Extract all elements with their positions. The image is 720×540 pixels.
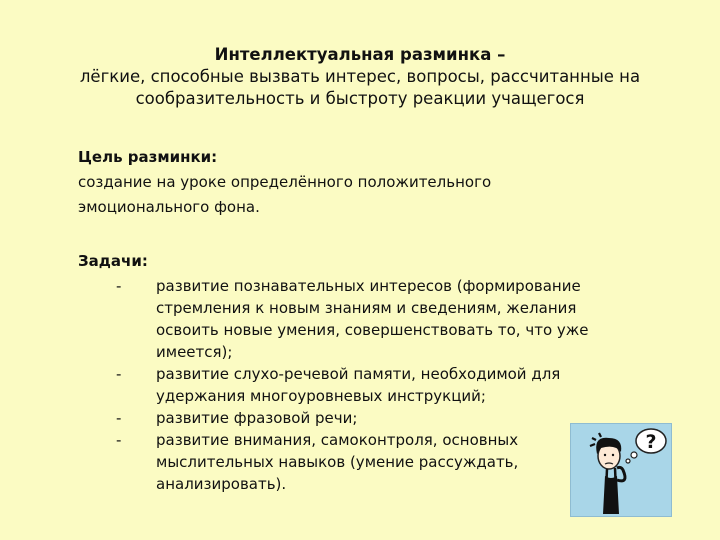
clipart-drawing	[571, 424, 671, 516]
bullet-dash: -	[116, 277, 122, 295]
bullet-dash: -	[116, 409, 122, 427]
task-item	[78, 429, 556, 495]
goal-text-line-1: создание на уроке определённого положительного	[78, 173, 492, 191]
task-item	[78, 407, 638, 429]
thinking-person-question-icon	[570, 423, 672, 517]
tasks-heading: Задачи:	[78, 252, 148, 270]
question-mark-icon: ?	[645, 431, 657, 453]
body-icon	[603, 476, 619, 514]
bullet-dash: -	[116, 365, 122, 383]
task-text: развитие слухо-речевой памяти, необходимой для удержания многоуровневых инструкций;	[156, 365, 561, 405]
arm-icon	[617, 467, 625, 481]
task-text: развитие внимания, самоконтроля, основных мыслительных навыков (умение рассуждать, анализировать).	[156, 431, 519, 493]
bullet-dash: -	[116, 431, 122, 449]
task-text: развитие фразовой речи;	[156, 409, 358, 427]
title-line-2: лёгкие, способные вызвать интерес, вопросы, рассчитанные на	[79, 67, 641, 86]
title-line-3: сообразительность и быстроту реакции учащегося	[135, 89, 585, 108]
goal-heading: Цель разминки:	[78, 148, 218, 166]
tasks-section	[78, 250, 638, 495]
goal-text-line-2: эмоционального фона.	[78, 198, 260, 216]
task-text: развитие познавательных интересов (формирование стремления к новым знаниям и сведениям, желания освоить новые умения, совершенствовать то, что уже имеется);	[156, 277, 589, 361]
task-item	[78, 275, 626, 363]
slide-title	[40, 44, 680, 110]
tasks-list	[78, 275, 638, 495]
goal-section	[78, 145, 638, 220]
title-line-1: Интеллектуальная разминка –	[214, 45, 506, 64]
task-item	[78, 363, 606, 407]
